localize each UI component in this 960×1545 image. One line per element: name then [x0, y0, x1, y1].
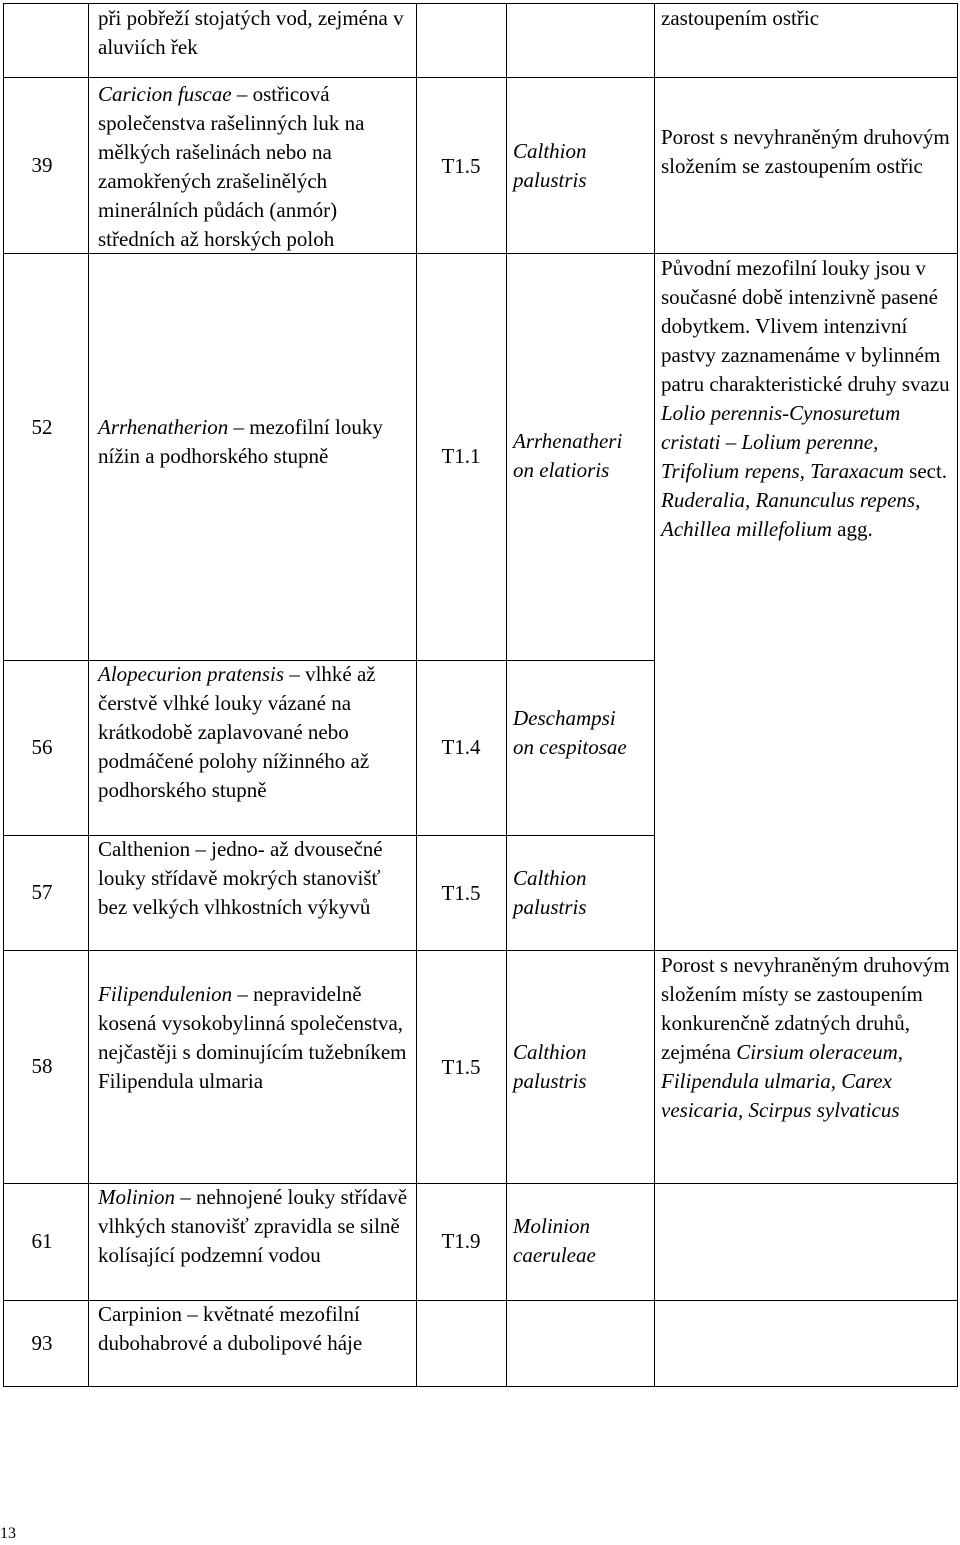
italic-text-run: Molinion — [98, 1185, 175, 1209]
text-run: zastoupením ostřic — [661, 6, 820, 30]
habitat-description — [98, 1300, 413, 1358]
habitat-number: 57 — [31, 880, 53, 904]
text-run: Původní mezofilní louky jsou v současné době intenzivně pasené dobytkem. Vlivem intenzivní pastvy zaznamenáme v bylinném patru charakteristické druhy svazu — [661, 256, 950, 396]
text-run: – ostřicová společenstva rašelinných luk na mělkých rašelinách nebo na zamokřených zrašelinělých minerálních půdách (anmór) středních až horských poloh — [98, 82, 365, 251]
habitat-description — [98, 80, 413, 254]
habitat-description — [98, 1183, 413, 1270]
text-run: Calthenion — [98, 837, 191, 861]
habitat-description — [98, 413, 413, 471]
text-run: agg. — [831, 517, 873, 541]
table-col-divider-2 — [416, 3, 417, 1387]
text-run: Carpinion — [98, 1302, 182, 1326]
italic-text-run: Arrhenatherion — [98, 415, 229, 439]
table-border-right — [957, 3, 958, 1387]
habitat-number: 61 — [31, 1229, 53, 1253]
habitat-note — [661, 123, 955, 181]
habitat-note — [661, 254, 955, 544]
text-run: při pobřeží stojatých vod, zejména v aluviích řek — [98, 6, 404, 59]
italic-text-run: Lolio perennis-Cynosuretum cristati – Lolium perenne, Trifolium repens, Taraxacum — [661, 401, 904, 483]
table-border-left — [3, 3, 4, 1387]
italic-text-run: Caricion fuscae — [98, 82, 232, 106]
habitat-note — [661, 951, 955, 1125]
italic-text-run: Ruderalia, Ranunculus repens, Achillea millefolium — [661, 488, 921, 541]
natura-code: T1.1 — [441, 444, 481, 468]
italic-text-run: Cirsium oleraceum, Filipendula ulmaria, Carex vesicaria, Scirpus sylvaticus — [661, 1040, 904, 1122]
habitat-number: 52 — [31, 415, 53, 439]
text-run: Porost s nevyhraněným druhovým složením se zastoupením ostřic — [661, 125, 950, 178]
table-col-divider-3 — [506, 3, 507, 1387]
text-run: – květnaté mezofilní dubohabrové a dubolipové háje — [98, 1302, 363, 1355]
table-col-divider-1 — [88, 3, 89, 1387]
species-alliance: Calthion palustris — [513, 1040, 587, 1093]
italic-text-run: Alopecurion pratensis — [98, 662, 285, 686]
habitat-description — [98, 660, 413, 805]
page-number: 13 — [0, 1525, 16, 1542]
habitat-description — [98, 980, 413, 1096]
species-alliance: Arrhenatheri on elatioris — [513, 429, 623, 482]
species-alliance: Calthion palustris — [513, 866, 587, 919]
habitat-number: 93 — [31, 1331, 53, 1355]
species-alliance: Calthion palustris — [513, 139, 587, 192]
species-alliance: Deschampsi on cespitosae — [513, 706, 627, 759]
natura-code: T1.5 — [441, 154, 481, 178]
text-run: – nepravidelně kosená vysokobylinná společenstva, nejčastěji s dominujícím tužebníkem Filipendula ulmaria — [98, 982, 407, 1093]
habitat-note — [661, 4, 955, 33]
italic-text-run: Filipendulenion — [98, 982, 233, 1006]
natura-code: T1.5 — [441, 1055, 481, 1079]
text-run: sect. — [903, 459, 948, 483]
natura-code: T1.4 — [441, 735, 481, 759]
natura-code: T1.5 — [441, 881, 481, 905]
row-divider — [3, 77, 958, 78]
text-run: – mezofilní louky nížin a podhorského stupně — [98, 415, 383, 468]
text-run: – vlhké až čerstvě vlhké louky vázané na krátkodobě zaplavované nebo podmáčené polohy nížinného až podhorského stupně — [98, 662, 376, 802]
habitat-description — [98, 4, 413, 62]
text-run: – nehnojené louky střídavě vlhkých stanovišť zpravidla se silně kolísající podzemní vodou — [98, 1185, 408, 1267]
habitat-number: 58 — [31, 1054, 53, 1078]
habitat-description — [98, 835, 413, 922]
habitat-number: 39 — [31, 153, 53, 177]
species-alliance: Molinion caeruleae — [513, 1214, 596, 1267]
table-col-divider-4 — [654, 3, 655, 1387]
natura-code: T1.9 — [441, 1229, 481, 1253]
text-run: – jedno- až dvousečné louky střídavě mokrých stanovišť bez velkých vlhkostních výkyvů — [98, 837, 383, 919]
table-border-bottom — [3, 1386, 958, 1387]
habitat-number: 56 — [31, 735, 53, 759]
text-run: Porost s nevyhraněným druhovým složením místy se zastoupením konkurenčně zdatných druhů, zejména — [661, 953, 950, 1064]
